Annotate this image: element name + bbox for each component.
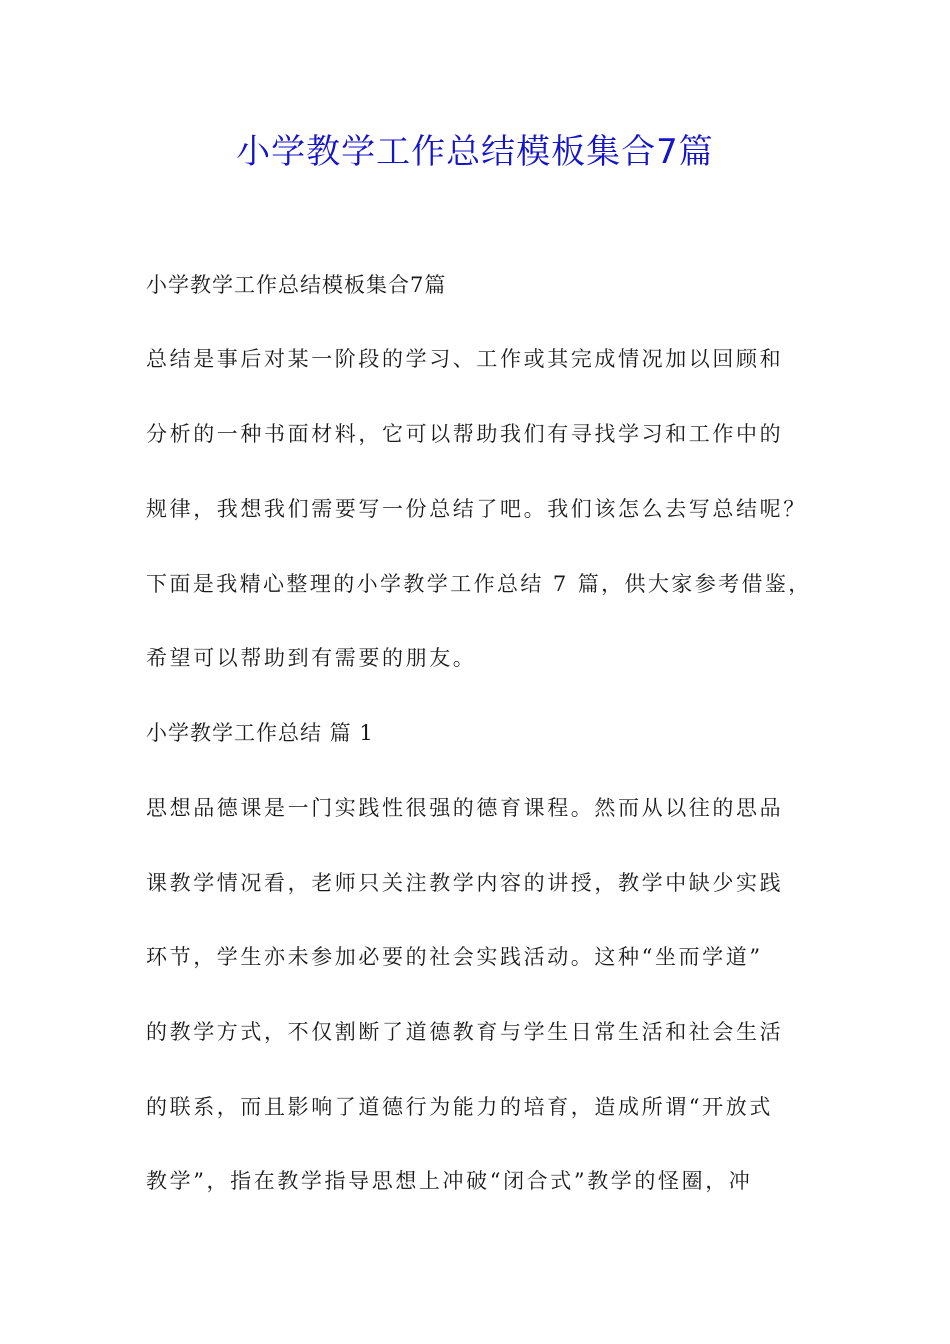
intro-line: 下面是我精心整理的小学教学工作总结 7 篇，供大家参考借鉴， (146, 572, 812, 596)
document-title: 小学教学工作总结模板集合7篇 (236, 132, 714, 172)
intro-line: 希望可以帮助到有需要的朋友。 (146, 646, 477, 670)
paragraph-line: 思想品德课是一门实践性很强的德育课程。然而从以往的思品 (146, 796, 784, 820)
section-heading: 小学教学工作总结 篇 1 (146, 721, 374, 745)
paragraph-line: 教学”，指在教学指导思想上冲破“闭合式”教学的怪圈，冲 (146, 1169, 753, 1193)
paragraph-line: 环节，学生亦未参加必要的社会实践活动。这种“坐而学道” (146, 945, 763, 969)
paragraph-line: 课教学情况看，老师只关注教学内容的讲授，教学中缺少实践 (146, 871, 784, 895)
paragraph-line: 的教学方式，不仅割断了道德教育与学生日常生活和社会生活 (146, 1020, 784, 1044)
intro-line: 分析的一种书面材料，它可以帮助我们有寻找学习和工作中的 (146, 422, 784, 446)
document-subtitle: 小学教学工作总结模板集合7篇 (146, 273, 447, 297)
paragraph-line: 的联系，而且影响了道德行为能力的培育，造成所谓“开放式 (146, 1095, 773, 1119)
intro-line: 规律，我想我们需要写一份总结了吧。我们该怎么去写总结呢？ (146, 497, 807, 521)
intro-line: 总结是事后对某一阶段的学习、工作或其完成情况加以回顾和 (146, 347, 784, 371)
